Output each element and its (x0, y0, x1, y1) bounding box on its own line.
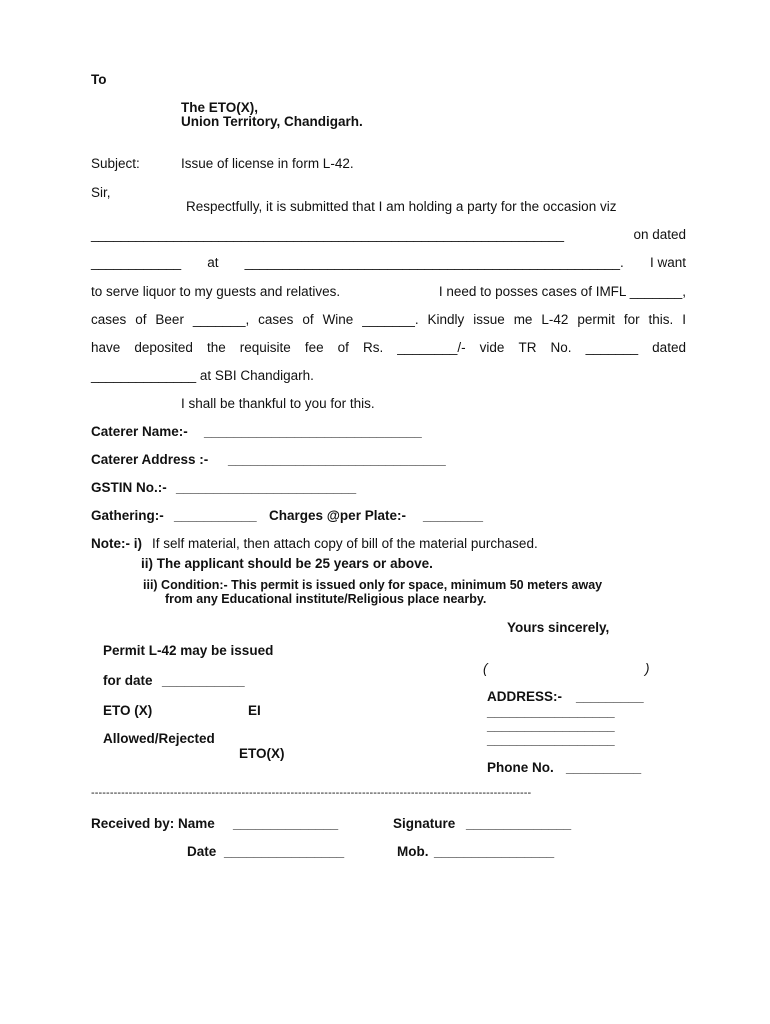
subject-text: Issue of license in form L-42. (181, 156, 354, 171)
body-word: _______. (362, 312, 419, 327)
salutation: Sir, (91, 185, 111, 200)
note-label: Note:- i) (91, 536, 142, 551)
address-line-3: _________________ (487, 732, 615, 747)
eto-label: ETO (X) (103, 703, 153, 718)
charges-label: Charges @per Plate:- (269, 508, 406, 523)
paren-open: ( (483, 661, 488, 676)
body-word: L-42 (541, 312, 569, 327)
body-word: fee (304, 340, 324, 355)
receipt-date-blank: ________________ (224, 844, 345, 859)
gathering-blank: ___________ (174, 508, 257, 523)
body-word: of (135, 312, 147, 327)
body-word: Rs. (362, 340, 384, 355)
ei-label: EI (248, 703, 261, 718)
on-dated-label: on dated (633, 227, 686, 242)
body-word: this. (648, 312, 674, 327)
gathering-label: Gathering:- (91, 508, 164, 523)
imfl-cases-text: I need to posses cases of IMFL _______, (438, 284, 686, 299)
gstin-blank: ________________________ (176, 480, 357, 495)
received-by-blank: ______________ (233, 816, 339, 831)
signature-blank: ______________ (466, 816, 572, 831)
body-word: dated (652, 340, 686, 355)
charges-blank: ________ (423, 508, 484, 523)
note-1: If self material, then attach copy of bill of the material purchased. (152, 536, 538, 551)
note-3b: from any Educational institute/Religious place nearby. (165, 592, 487, 606)
body-word: Kindly (427, 312, 465, 327)
eto-sign-label: ETO(X) (239, 746, 285, 761)
body-word: TR (518, 340, 537, 355)
body-word: for (623, 312, 640, 327)
receipt-date-label: Date (187, 844, 217, 859)
body-word: of (302, 312, 314, 327)
body-line-4 (91, 285, 686, 299)
date-blank: ____________ (91, 255, 182, 270)
body-word: Beer (155, 312, 184, 327)
body-word: permit (577, 312, 615, 327)
paren-close: ) (645, 661, 650, 676)
mob-label: Mob. (397, 844, 429, 859)
occasion-blank: _______________________________________________________________ (91, 227, 565, 242)
body-word: deposited (134, 340, 193, 355)
serve-liquor-text: to serve liquor to my guests and relatives. (91, 284, 341, 299)
closing-line: I shall be thankful to you for this. (181, 396, 375, 411)
body-line-1: Respectfully, it is submitted that I am holding a party for the occasion viz (186, 199, 617, 214)
body-word: cases (91, 312, 127, 327)
body-word: Wine (322, 312, 354, 327)
body-line-2 (91, 228, 686, 242)
body-word: requisite (239, 340, 291, 355)
signature-label: Signature (393, 816, 456, 831)
body-word: vide (479, 340, 505, 355)
address-line-1: _________________ (487, 704, 615, 719)
body-line-7: ______________ at SBI Chandigarh. (91, 368, 314, 383)
venue-blank: __________________________________________________. (244, 255, 624, 270)
address-label: ADDRESS:- (487, 689, 563, 704)
body-word: of (337, 340, 349, 355)
body-word: cases (258, 312, 294, 327)
body-word: ________/- (397, 340, 466, 355)
for-date-label: for date (103, 673, 153, 688)
body-word: I (682, 312, 686, 327)
at-label: at (207, 255, 219, 270)
for-date-blank: ___________ (162, 673, 245, 688)
body-word: _______ (585, 340, 639, 355)
addressee-line1: The ETO(X), (181, 100, 259, 115)
note-2: ii) The applicant should be 25 years or above. (141, 556, 433, 571)
addressee-line2: Union Territory, Chandigarh. (181, 114, 363, 129)
separator-line: --------------------------------------------------------------------------------------------------------------------- (91, 787, 532, 799)
caterer-address-blank: _____________________________ (228, 452, 446, 467)
body-word: have (91, 340, 121, 355)
caterer-address-label: Caterer Address :- (91, 452, 209, 467)
permit-text: Permit L-42 may be issued (103, 643, 274, 658)
body-word: the (206, 340, 226, 355)
allowed-rejected-label: Allowed/Rejected (103, 731, 215, 746)
body-word: issue (473, 312, 505, 327)
yours-sincerely: Yours sincerely, (507, 620, 610, 635)
body-line-5 (91, 313, 686, 327)
body-word: me (513, 312, 533, 327)
note-3a: iii) Condition:- This permit is issued only for space, minimum 50 meters away (143, 578, 603, 592)
caterer-name-blank: _____________________________ (204, 424, 422, 439)
address-line-2: _________________ (487, 718, 615, 733)
subject-label: Subject: (91, 156, 140, 171)
body-line-3 (91, 256, 686, 270)
gstin-label: GSTIN No.:- (91, 480, 167, 495)
phone-label: Phone No. (487, 760, 554, 775)
body-line-6 (91, 341, 686, 355)
address-blank: _________ (576, 689, 644, 704)
received-by-label: Received by: Name (91, 816, 215, 831)
phone-blank: __________ (566, 760, 642, 775)
mob-blank: ________________ (434, 844, 555, 859)
i-want-label: I want (649, 255, 686, 270)
body-word: No. (550, 340, 572, 355)
body-word: _______, (192, 312, 250, 327)
caterer-name-label: Caterer Name:- (91, 424, 188, 439)
to-label: To (91, 72, 107, 87)
